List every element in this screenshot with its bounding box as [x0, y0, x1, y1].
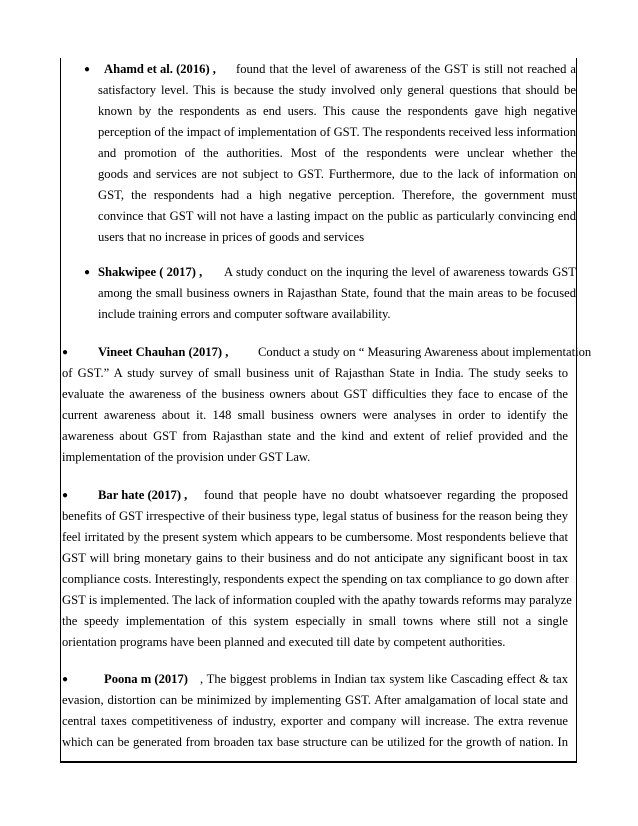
- paragraph-first-line: [98, 342, 592, 363]
- text-line: current awareness about it. 148 small business owners were analyses in order to identify the: [62, 408, 568, 422]
- paragraph-first-line: [98, 485, 568, 506]
- text-line: and promotion of the authorities. Most of the respondents were unclear whether the: [98, 146, 576, 160]
- author-citation: Bar hate (2017) ,: [98, 488, 188, 502]
- text-line: perception of the impact of implementation of GST. The respondents received less information: [98, 125, 576, 139]
- text-line: implementation of the provision under GST Law.: [62, 450, 311, 464]
- bullet-icon: ●: [62, 490, 69, 501]
- text-line: A study conduct on the inquring the level of awareness towards GST: [224, 265, 576, 279]
- text-line: evasion, distortion can be minimized by implementing GST. After amalgamation of local state and: [62, 693, 568, 707]
- text-line: feel irritated by the present system which appears to be cumbersome. Most respondents believe that: [62, 530, 568, 544]
- text-line: orientation programs have been planned and executed till date by competent authorities.: [62, 635, 506, 649]
- text-line: found that the level of awareness of the GST is still not reached a: [236, 62, 576, 76]
- text-line: compliance costs. Interestingly, respondents expect the spending on tax compliance to go down after: [62, 572, 569, 586]
- text-line: central taxes competitiveness of industry, exporter and company will increase. The extra revenue: [62, 714, 568, 728]
- text-line: goods and services are not subject to GST. Furthermore, due to the lack of information on: [98, 167, 576, 181]
- text-line: , The biggest problems in Indian tax system like Cascading effect & tax: [200, 672, 568, 686]
- author-citation: Vineet Chauhan (2017) ,: [98, 345, 229, 359]
- text-line: users that no increase in prices of goods and services: [98, 230, 365, 244]
- text-line: awareness about GST from Rajasthan state and the kind and extent of relief provided and the: [62, 429, 568, 443]
- author-citation: Poona m (2017): [104, 672, 188, 686]
- bullet-icon: ●: [62, 674, 69, 685]
- text-line: satisfactory level. This is because the study involved only general questions that should be: [98, 83, 576, 97]
- text-line: benefits of GST irrespective of their business type, legal status of business for the reason being they: [62, 509, 568, 523]
- text-line: of GST.” A study survey of small business unit of Rajasthan State in India. The study seeks to: [62, 366, 568, 380]
- author-citation: Shakwipee ( 2017) ,: [98, 265, 203, 279]
- bullet-icon: ●: [62, 347, 69, 358]
- bullet-icon: ●: [84, 64, 91, 75]
- text-line: Conduct a study on “ Measuring Awareness about implementation: [258, 345, 592, 359]
- text-line: known by the respondents as end users. This cause the respondents gave high negative: [98, 104, 576, 118]
- text-line: evaluate the awareness of the business owners about GST difficulties they face to encase of the: [62, 387, 568, 401]
- text-line: GST is implemented. The lack of information coupled with the apathy towards reforms may paralyze: [62, 593, 572, 607]
- text-line: which can be generated from broaden tax base structure can be utilized for the growth of nation. In: [62, 735, 568, 749]
- text-line: GST, the respondents had a high negative perception. Therefore, the government must: [98, 188, 576, 202]
- paragraph-first-line: [104, 59, 576, 80]
- text-line: GST will bring monetary gains to their business and do not anticipate any significant boost in tax: [62, 551, 568, 565]
- paragraph-first-line: [98, 262, 576, 283]
- text-line: the speedy implementation of this system especially in small towns where still not a single: [62, 614, 568, 628]
- text-line: found that people have no doubt whatsoever regarding the proposed: [204, 488, 568, 502]
- bullet-icon: ●: [84, 267, 91, 278]
- paragraph-first-line: [104, 669, 568, 690]
- text-line: convince that GST will not have a lasting impact on the public as particularly convincing end: [98, 209, 576, 223]
- text-line: among the small business owners in Rajasthan State, found that the main areas to be focused: [98, 286, 576, 300]
- author-citation: Ahamd et al. (2016) ,: [104, 62, 216, 76]
- text-line: include training errors and computer software availability.: [98, 307, 391, 321]
